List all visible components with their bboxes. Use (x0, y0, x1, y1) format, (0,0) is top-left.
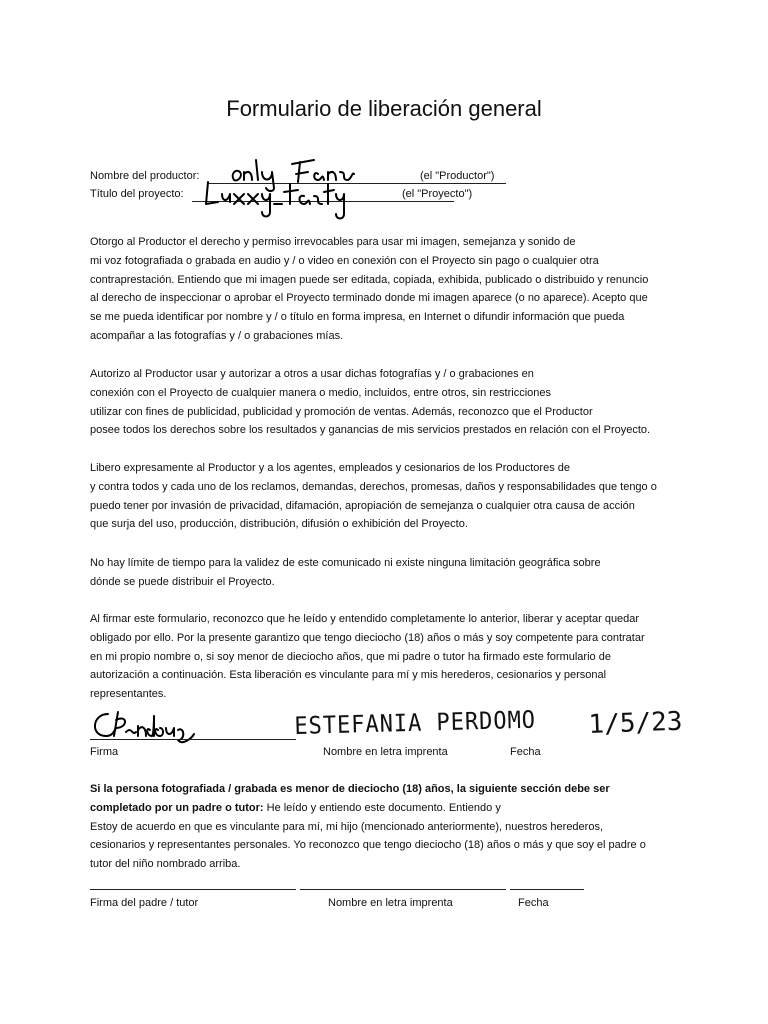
minor-section (90, 780, 690, 874)
paragraph-line: conexión con el Proyecto de cualquier manera o medio, incluidos, entre otros, sin restricciones (90, 386, 552, 399)
paragraph-2 (90, 365, 690, 440)
paragraph-line: contraprestación. Entiendo que mi imagen puede ser editada, copiada, exhibida, publicado o distribuido y renuncio (90, 273, 649, 286)
paragraph-line: acompañar a las fotografías y / o grabaciones mías. (90, 329, 344, 342)
minor-heading: Si la persona fotografiada / grabada es menor de dieciocho (18) años, la siguiente sección debe ser (90, 783, 610, 795)
paragraph-line: que surja del uso, producción, distribución, difusión o exhibición del Proyecto. (90, 518, 468, 531)
parent-name-label: Nombre en letra imprenta (328, 897, 453, 909)
date-handwriting (588, 707, 683, 740)
handwritten-name: ESTEFANIA PERDOMO (294, 705, 537, 740)
date-label: Fecha (510, 746, 541, 758)
paragraph-line: dónde se puede distribuir el Proyecto. (90, 575, 275, 588)
parent-signature-label: Firma del padre / tutor (90, 897, 199, 909)
paragraph-5 (90, 610, 690, 704)
name-print-label: Nombre en letra imprenta (323, 746, 448, 758)
paragraph-line: No hay límite de tiempo para la validez de este comunicado ni existe ninguna limitación geográfica sobre (90, 557, 601, 569)
paragraph-4 (90, 554, 690, 592)
parent-signature-line (90, 889, 296, 890)
paragraph-3 (90, 459, 690, 534)
paragraph-line: representantes. (90, 688, 167, 701)
minor-line-2-rest: He leído y entiendo este documento. Entiendo y (263, 801, 501, 814)
handwritten-date: 1/5/23 (588, 706, 683, 740)
paragraph-line: obligado por ello. Por la presente garantizo que tengo dieciocho (18) años o más y soy competente para contratar (90, 631, 645, 644)
minor-line-2 (90, 799, 690, 818)
parent-date-line (510, 889, 584, 890)
signature-line (90, 739, 296, 740)
paragraph-line: se me pueda identificar por nombre y / o título en forma impresa, en Internet o difundir información que pueda (90, 311, 625, 324)
project-suffix: (el "Proyecto") (402, 188, 473, 200)
minor-line: cesionarios y representantes personales. Yo reconozco que tengo dieciocho (18) años o más y que soy el padre o (90, 839, 646, 852)
paragraph-line: puedo tener por invasión de privacidad, difamación, apropiación de semejanza o cualquier otra causa de acción (90, 499, 635, 512)
paragraph-line: Otorgo al Productor el derecho y permiso irrevocables para usar mi imagen, semejanza y sonido de (90, 236, 576, 248)
minor-line: tutor del niño nombrado arriba. (90, 858, 241, 871)
paragraph-line: Libero expresamente al Productor y a los agentes, empleados y cesionarios de los Productores de (90, 462, 570, 474)
firma-label: Firma (90, 746, 119, 758)
paragraph-line: mi voz fotografiada o grabada en audio y / o video en conexión con el Proyecto sin pago o cualquier otra (90, 254, 599, 267)
printed-name-handwriting (294, 706, 536, 740)
project-handwriting (198, 174, 348, 222)
parent-name-line (300, 889, 506, 890)
signature-scribble (88, 706, 198, 746)
paragraph-line: Al firmar este formulario, reconozco que he leído y entendido completamente lo anterior, liberar y aceptar quedar (90, 613, 640, 625)
producer-suffix: (el "Productor") (420, 170, 495, 182)
paragraph-line: en mi propio nombre o, si soy menor de dieciocho años, que mi padre o tutor ha firmado este formulario de (90, 650, 611, 663)
paragraph-line: autorización a continuación. Esta liberación es vinculante para mí y mis herederos, cesionarios y personal (90, 669, 607, 682)
producer-label: Nombre del productor: (90, 170, 200, 182)
paragraph-line: y contra todos y cada uno de los reclamos, demandas, derechos, promesas, daños y responsabilidades que tengo o (90, 480, 657, 493)
paragraph-1 (90, 233, 690, 346)
paragraph-line: utilizar con fines de publicidad, publicidad y promoción de ventas. Además, reconozco que el Productor (90, 405, 593, 418)
parent-date-label: Fecha (518, 897, 549, 909)
minor-line: Estoy de acuerdo en que es vinculante para mí, mi hijo (mencionado anteriormente), nuestros herederos, (90, 820, 604, 833)
project-label: Título del proyecto: (90, 188, 184, 200)
page-title: Formulario de liberación general (226, 96, 542, 121)
minor-heading-cont: completado por un padre o tutor: (90, 801, 264, 814)
paragraph-line: posee todos los derechos sobre los resultados y ganancias de mis servicios prestados en relación con el Proyecto. (90, 424, 651, 437)
paragraph-line: Autorizo al Productor usar y autorizar a otros a usar dichas fotografías y / o grabaciones en (90, 368, 534, 380)
paragraph-line: al derecho de inspeccionar o aprobar el Proyecto terminado donde mi imagen aparece (o no aparece). Acepto que (90, 292, 648, 305)
